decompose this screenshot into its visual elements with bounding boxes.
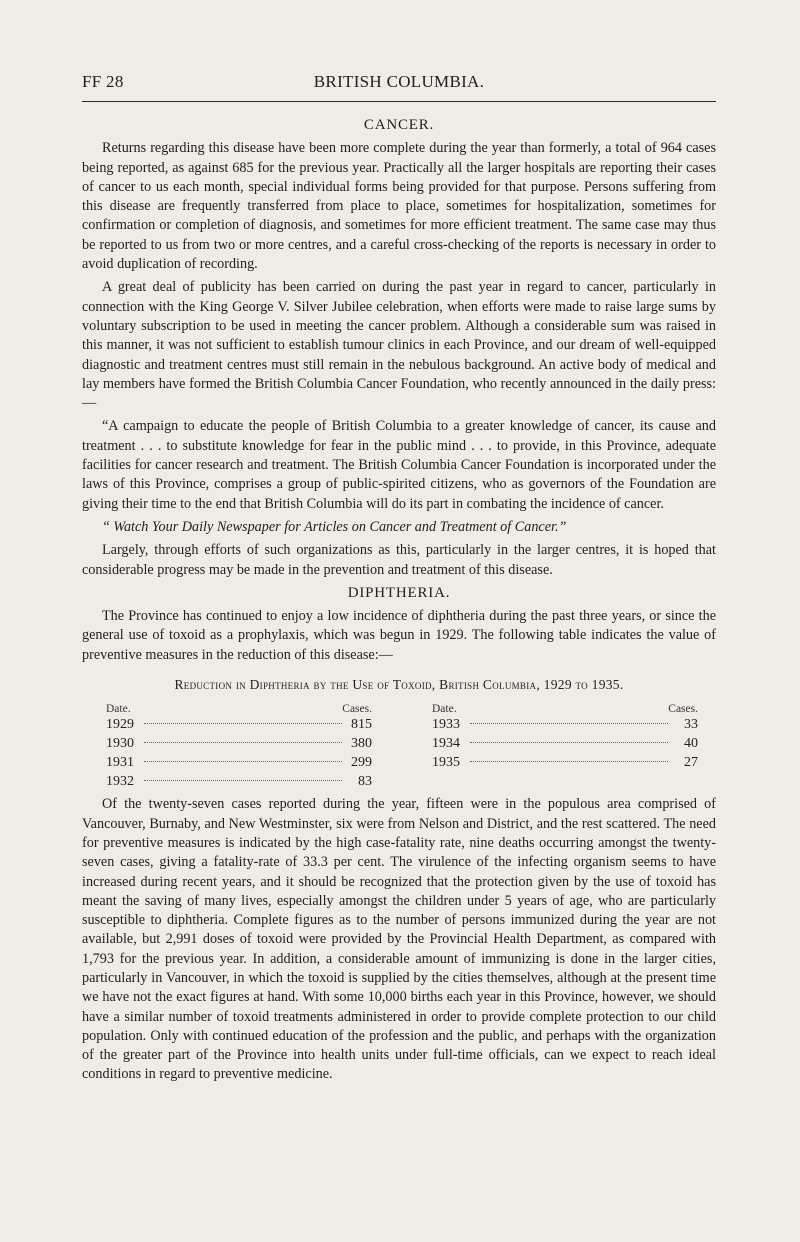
leader-dots (470, 742, 668, 743)
table-row (106, 715, 372, 734)
row-cases: 83 (358, 774, 372, 790)
row-cases: 299 (351, 755, 372, 771)
leader-dots (470, 761, 668, 762)
row-year: 1935 (432, 755, 460, 771)
cases-header: Cases. (342, 703, 372, 716)
date-header: Date. (106, 703, 131, 716)
row-year: 1931 (106, 755, 134, 771)
page-header (82, 72, 716, 98)
row-year: 1930 (106, 736, 134, 752)
row-year: 1929 (106, 717, 134, 733)
row-cases: 815 (351, 717, 372, 733)
page-number: FF 28 (82, 72, 124, 91)
running-title: BRITISH COLUMBIA. (313, 72, 485, 91)
table-header (432, 700, 698, 715)
page-body (82, 116, 716, 1089)
leader-dots (144, 723, 342, 724)
row-cases: 33 (684, 717, 698, 733)
diphtheria-intro: The Province has continued to enjoy a low incidence of diphtheria during the past three years, or since the general use of toxoid as a prophylaxis, which was begun in 1929. The following table indicates the value of preventive measures in the reduction of this disease:— (82, 608, 716, 663)
table-row (106, 753, 372, 772)
row-cases: 380 (351, 736, 372, 752)
cancer-quote: “A campaign to educate the people of British Columbia to a greater knowledge of cancer, its cause and treatment . . . to substitute knowledge for fear in the public mind . . . to provide, in this Province, adequate facilities for cancer research and treatment. The British Columbia Cancer Foundation is incorporated under the laws of this Province, comprises a group of public-spirited citizens, who as governors of the Foundation are giving their time to the end that British Columbia will do its part in combating the incidence of cancer. (82, 418, 716, 512)
row-cases: 27 (684, 755, 698, 771)
table-row (432, 715, 698, 734)
table-left-column (106, 700, 372, 791)
row-year: 1934 (432, 736, 460, 752)
leader-dots (144, 742, 342, 743)
row-year: 1932 (106, 774, 134, 790)
leader-dots (144, 780, 342, 781)
header-rule (82, 101, 716, 102)
table-title: Reduction in Diphtheria by the Use of Toxoid, British Columbia, 1929 to 1935. (174, 677, 624, 693)
diphtheria-table (82, 700, 698, 791)
leader-dots (144, 761, 342, 762)
cancer-heading: CANCER. (363, 117, 435, 133)
cancer-quote-reference: “ Watch Your Daily Newspaper for Articles on Cancer and Treatment of Cancer.” (102, 518, 567, 535)
table-row (106, 734, 372, 753)
table-header (106, 700, 372, 715)
table-row (432, 753, 698, 772)
cancer-paragraph-2: A great deal of publicity has been carried on during the past year in regard to cancer, particularly in connection with the King George V. Silver Jubilee celebration, when efforts were made to raise large sums by voluntary subscription to be used in meeting the cancer problem. Although a considerable sum was raised in this manner, it was not sufficient to establish tumour clinics in each Province, and our dream of well-equipped diagnostic and treatment centres must still remain in the nebulous background. An active body of medical and lay members have formed the British Columbia Cancer Foundation, who recently announced in the daily press:— (82, 279, 716, 412)
cancer-paragraph-1: Returns regarding this disease have been more complete during the year than formerly, a total of 964 cases being reported, as against 685 for the previous year. Practically all the larger hospitals are reporting their cases of cancer to us each month, special individual forms being provided for that purpose. Persons suffering from this disease are frequently transferred from place to place, sometimes for hospitalization, sometimes for confirmation or completion of diagnosis, and sometimes for more efficient treatment. The same case may thus be reported to us from two or more centres, and a careful cross-checking of the reports is necessary in order to avoid duplication of recording. (82, 140, 716, 273)
date-header: Date. (432, 703, 457, 716)
table-row (106, 772, 372, 791)
row-year: 1933 (432, 717, 460, 733)
diphtheria-closing: Of the twenty-seven cases reported during the year, fifteen were in the populous area comprised of Vancouver, Burnaby, and New Westminster, six were from Nelson and District, and the rest scattered. The need for preventive measures is indicated by the high case-fatality rate, nine deaths occurring amongst the twenty-seven cases, giving a fatality-rate of 33.3 per cent. The virulence of the infecting organism seems to have increased during recent years, and it should be recognized that the protection given by the use of toxoid has meant the saving of many lives, especially amongst the children under 5 years of age, who are particularly susceptible to diphtheria. Complete figures as to the number of persons immunized during the year are not available, but 2,991 doses of toxoid were provided by the Provincial Health Department, as compared with 1,793 for the previous year. In addition, a considerable amount of immunizing is done in the larger cities, particularly in Vancouver, in which the toxoid is supplied by the cities themselves, although at the present time we have not the exact figures at hand. With some 10,000 births each year in this Province, however, we should have a similar number of toxoid treatments administered in order to provide complete protection to our child population. Only with continued education of the profession and the public, and perhaps with the organization of the greater part of the Province into health units under full-time officials, can we expect to reach ideal conditions in regard to preventive medicine. (82, 796, 716, 1083)
table-right-column (432, 700, 698, 791)
table-row (432, 734, 698, 753)
leader-dots (470, 723, 668, 724)
diphtheria-heading: DIPHTHERIA. (347, 584, 451, 601)
cancer-paragraph-5: Largely, through efforts of such organizations as this, particularly in the larger centres, it is hoped that considerable progress may be made in the prevention and treatment of this disease. (82, 542, 716, 578)
row-cases: 40 (684, 736, 698, 752)
cases-header: Cases. (668, 703, 698, 716)
